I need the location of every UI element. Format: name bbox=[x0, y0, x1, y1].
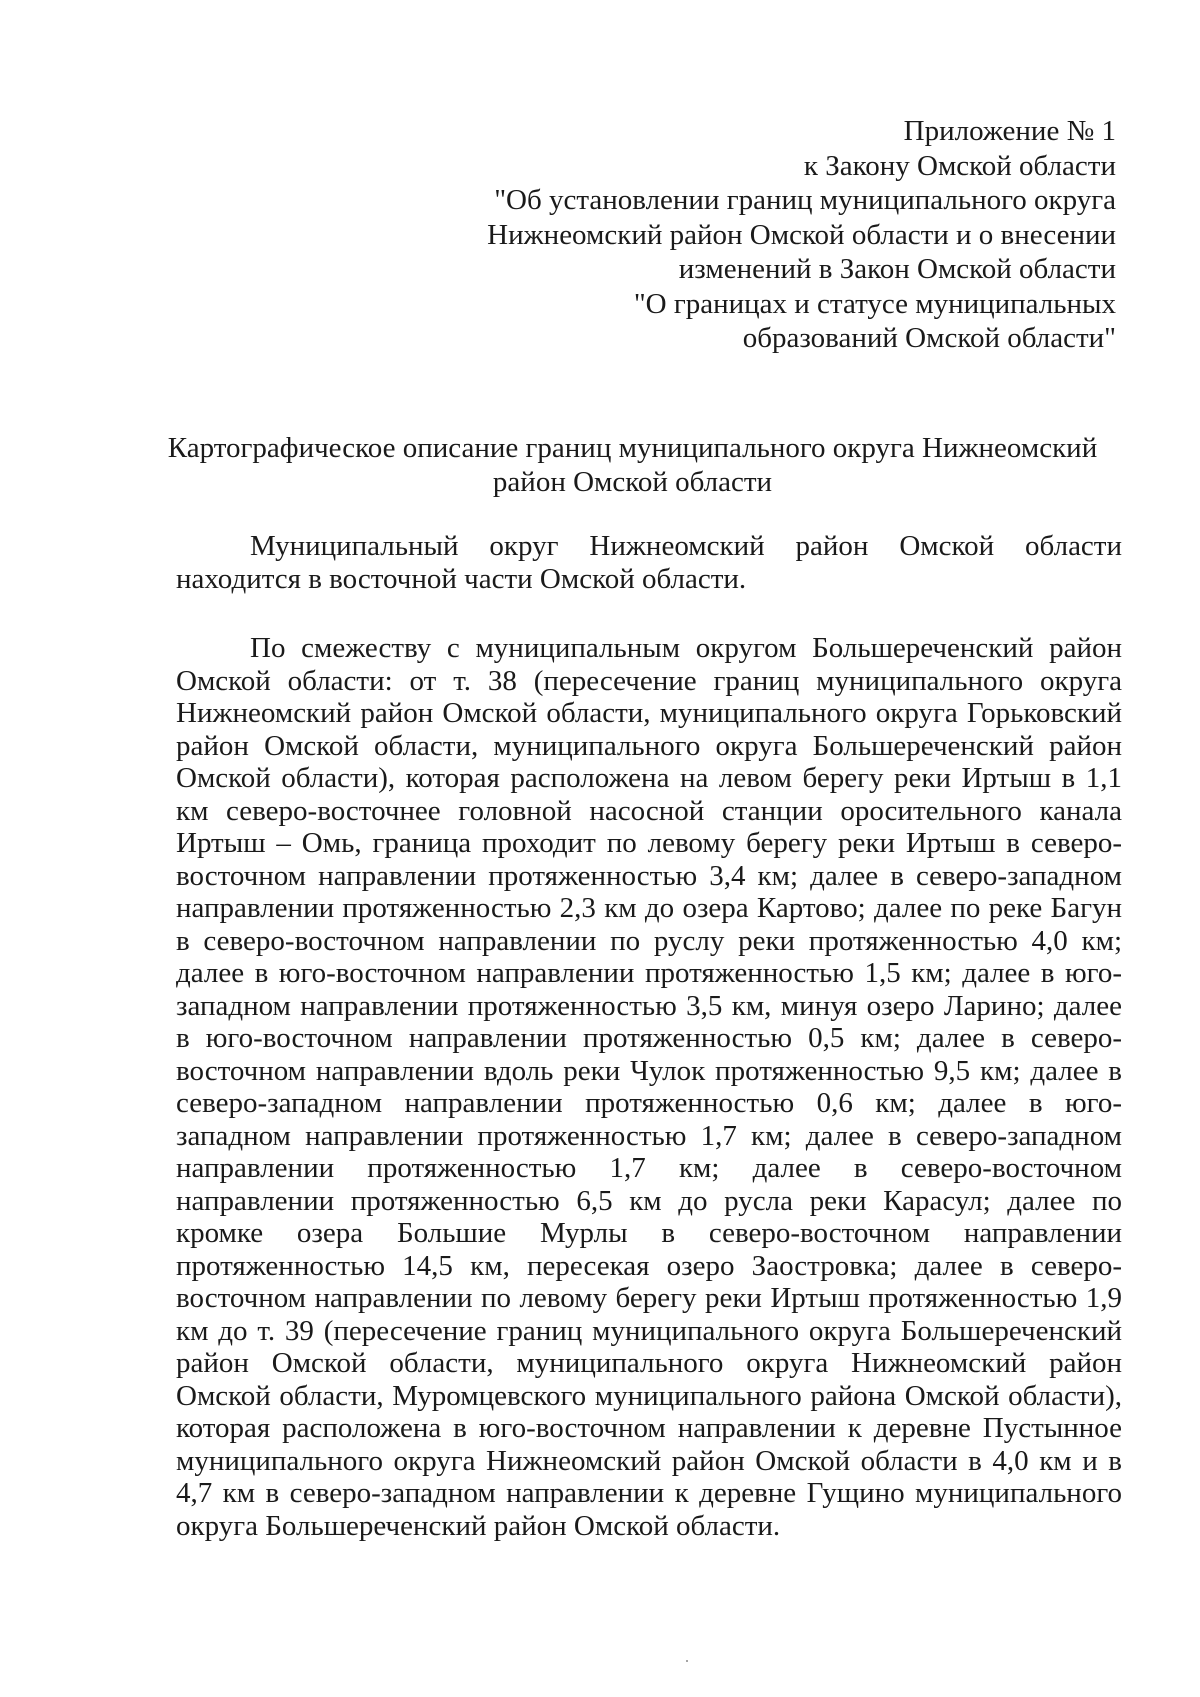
body-paragraph-boundary: По смежеству с муниципальным округом Большереченский район Омской области: от т. 38 (пересечение границ муниципального округа Нижнеомский район Омской области, муниципального округа Горьковский район Омской области, муниципального округа Большереченский район Омской области), которая расположена на левом берегу реки Иртыш в 1,1 км северо-восточнее головной насосной станции оросительного канала Иртыш – Омь, граница проходит по левому берегу реки Иртыш в северо-восточном направлении протяженностью 3,4 км; далее в северо-западном направлении протяженностью 2,3 км до озера Картово; далее по реке Багун в северо-восточном направлении по руслу реки протяженностью 4,0 км; далее в юго-восточном направлении протяженностью 1,5 км; далее в юго-западном направлении протяженностью 3,5 км, минуя озеро Ларино; далее в юго-восточном направлении протяженностью 0,5 км; далее в северо-восточном направлении вдоль реки Чулок протяженностью 9,5 км; далее в северо-западном направлении протяженностью 0,6 км; далее в юго-западном направлении протяженностью 1,7 км; далее в северо-западном направлении протяженностью 1,7 км; далее в северо-восточном направлении протяженностью 6,5 км до русла реки Карасул; далее по кромке озера Большие Мурлы в северо-восточном направлении протяженностью 14,5 км, пересекая озеро Заостровка; далее в северо-восточном направлении по левому берегу реки Иртыш протяженностью 1,9 км до т. 39 (пересечение границ муниципального округа Большереченский район Омской области, муниципального округа Нижнеомский район Омской области, Муромцевского муниципального района Омской области), которая расположена в юго-восточном направлении к деревне Пустынное муниципального округа Нижнеомский район Омской области в 4,0 км и в 4,7 км в северо-западном направлении к деревне Гущино муниципального округа Большереченский район Омской области. bbox=[176, 632, 1122, 1542]
scan-speck bbox=[686, 1660, 688, 1662]
appendix-line: Приложение № 1 bbox=[903, 115, 1116, 147]
appendix-line: "О границах и статусе муниципальных bbox=[633, 287, 1116, 320]
appendix-line: к Закону Омской области bbox=[803, 149, 1116, 182]
title-line: Картографическое описание границ муниципального округа Нижнеомский bbox=[167, 432, 1098, 464]
body-paragraph-location: Муниципальный округ Нижнеомский район Омской области находится в восточной части Омской области. bbox=[176, 530, 1122, 595]
appendix-line: образований Омской области" bbox=[742, 322, 1116, 354]
document-title bbox=[160, 431, 1105, 499]
appendix-header bbox=[456, 114, 1116, 356]
appendix-line: изменений в Закон Омской области bbox=[678, 253, 1116, 285]
title-line: район Омской области bbox=[492, 466, 773, 498]
appendix-line: Нижнеомский район Омской области и о внесении bbox=[487, 218, 1116, 251]
appendix-line: "Об установлении границ муниципального округа bbox=[494, 184, 1116, 216]
